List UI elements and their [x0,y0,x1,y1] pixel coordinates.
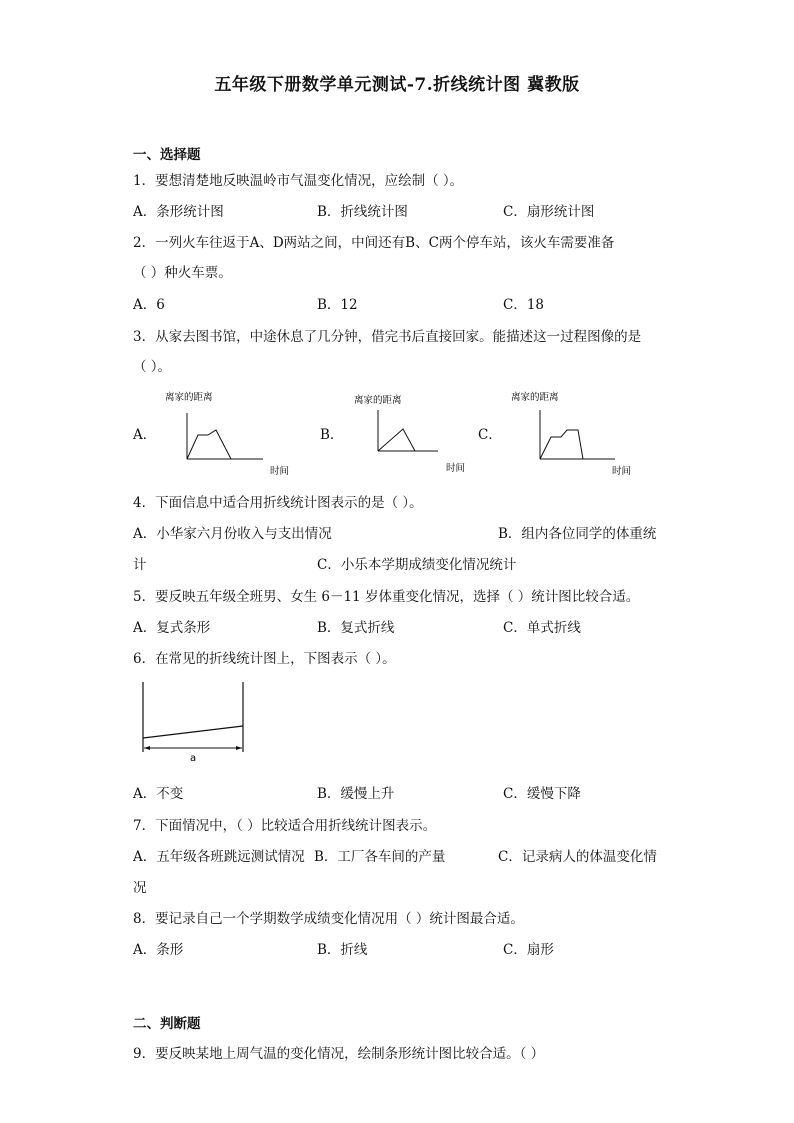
question-5-option-c[interactable]: C．单式折线 [503,620,581,636]
section-choice-heading: 一、选择题 [133,147,201,163]
question-1-stem: 1．要想清楚地反映温岭市气温变化情况，应绘制（ ）。 [133,173,464,189]
question-6-option-c[interactable]: C．缓慢下降 [503,786,581,802]
figure-arrowhead-left [144,746,150,750]
question-3-option-c[interactable]: C． [478,427,502,443]
question-4-stem: 4．下面信息中适合用折线统计图表示的是（ ）。 [133,495,423,511]
question-3-graph-c [505,385,645,480]
graph-c-ylabel: 离家的距离 [511,392,559,403]
question-3-option-a[interactable]: A． [133,427,157,443]
question-6-figure [135,680,255,766]
graph-c-xlabel: 时间 [612,466,632,477]
graph-a-line [187,430,231,459]
question-7-stem: 7．下面情况中，（ ）比较适合用折线统计图表示。 [133,818,437,834]
question-4-option-b[interactable]: B．组内各位同学的体重统 [498,526,657,542]
question-7-option-c-cont: 况 [133,880,147,896]
graph-a-ylabel: 离家的距离 [165,392,213,403]
figure-interval-label: a [190,753,197,764]
question-6-stem: 6．在常见的折线统计图上，下图表示（ ）。 [133,651,396,667]
question-7-option-b[interactable]: B．工厂各车间的产量 [314,849,446,865]
graph-b-ylabel: 离家的距离 [354,395,402,406]
question-4-option-c[interactable]: C．小乐本学期成绩变化情况统计 [317,557,517,573]
question-1-option-a[interactable]: A．条形统计图 [133,204,224,220]
question-4-option-b-cont: 计 [133,557,147,573]
question-9-stem: 9．要反映某地上周气温的变化情况，绘制条形统计图比较合适。（ ） [133,1046,545,1062]
question-2-stem-line1: 2．一列火车往返于A、D两站之间，中间还有B、C两个停车站，该火车需要准备 [133,235,615,251]
question-7-option-a[interactable]: A．五年级各班跳远测试情况 [133,849,305,865]
section-judge-heading: 二、判断题 [133,1016,201,1032]
question-3-stem-line2: （ ）。 [133,359,172,375]
question-2-option-c[interactable]: C．18 [503,297,545,313]
question-2-option-b[interactable]: B．12 [317,297,358,313]
question-1-option-b[interactable]: B．折线统计图 [317,204,408,220]
question-6-option-a[interactable]: A．不变 [133,786,184,802]
question-4-option-a[interactable]: A．小华家六月份收入与支出情况 [133,526,332,542]
graph-c-line [540,430,583,459]
question-8-option-a[interactable]: A．条形 [133,942,184,958]
figure-arrowhead-right [236,746,242,750]
question-8-option-c[interactable]: C．扇形 [503,942,554,958]
figure-trend-line [143,726,243,738]
question-3-stem-line1: 3．从家去图书馆，中途休息了几分钟，借完书后直接回家。能描述这一过程图像的是 [133,329,642,345]
question-2-stem-line2: （ ）种火车票。 [133,265,232,281]
graph-b-line [378,429,415,451]
question-1-option-c[interactable]: C．扇形统计图 [503,204,595,220]
graph-b-xlabel: 时间 [446,463,466,474]
question-5-option-a[interactable]: A．复式条形 [133,620,211,636]
question-5-option-b[interactable]: B．复式折线 [317,620,395,636]
question-8-option-b[interactable]: B．折线 [317,942,368,958]
question-3-graph-b [350,388,480,480]
question-6-option-b[interactable]: B．缓慢上升 [317,786,395,802]
question-8-stem: 8．要记录自己一个学期数学成绩变化情况用（ ）统计图最合适。 [133,911,524,927]
graph-a-xlabel: 时间 [270,466,290,477]
question-7-option-c[interactable]: C．记录病人的体温变化情 [498,849,657,865]
question-5-stem: 5．要反映五年级全班男、女生 6－11 岁体重变化情况，选择（ ）统计图比较合适。 [133,589,640,605]
question-3-graph-a [160,385,300,480]
question-3-option-b[interactable]: B． [320,427,344,443]
page-title: 五年级下册数学单元测试-7.折线统计图 冀教版 [214,75,580,95]
question-2-option-a[interactable]: A．6 [133,297,165,313]
